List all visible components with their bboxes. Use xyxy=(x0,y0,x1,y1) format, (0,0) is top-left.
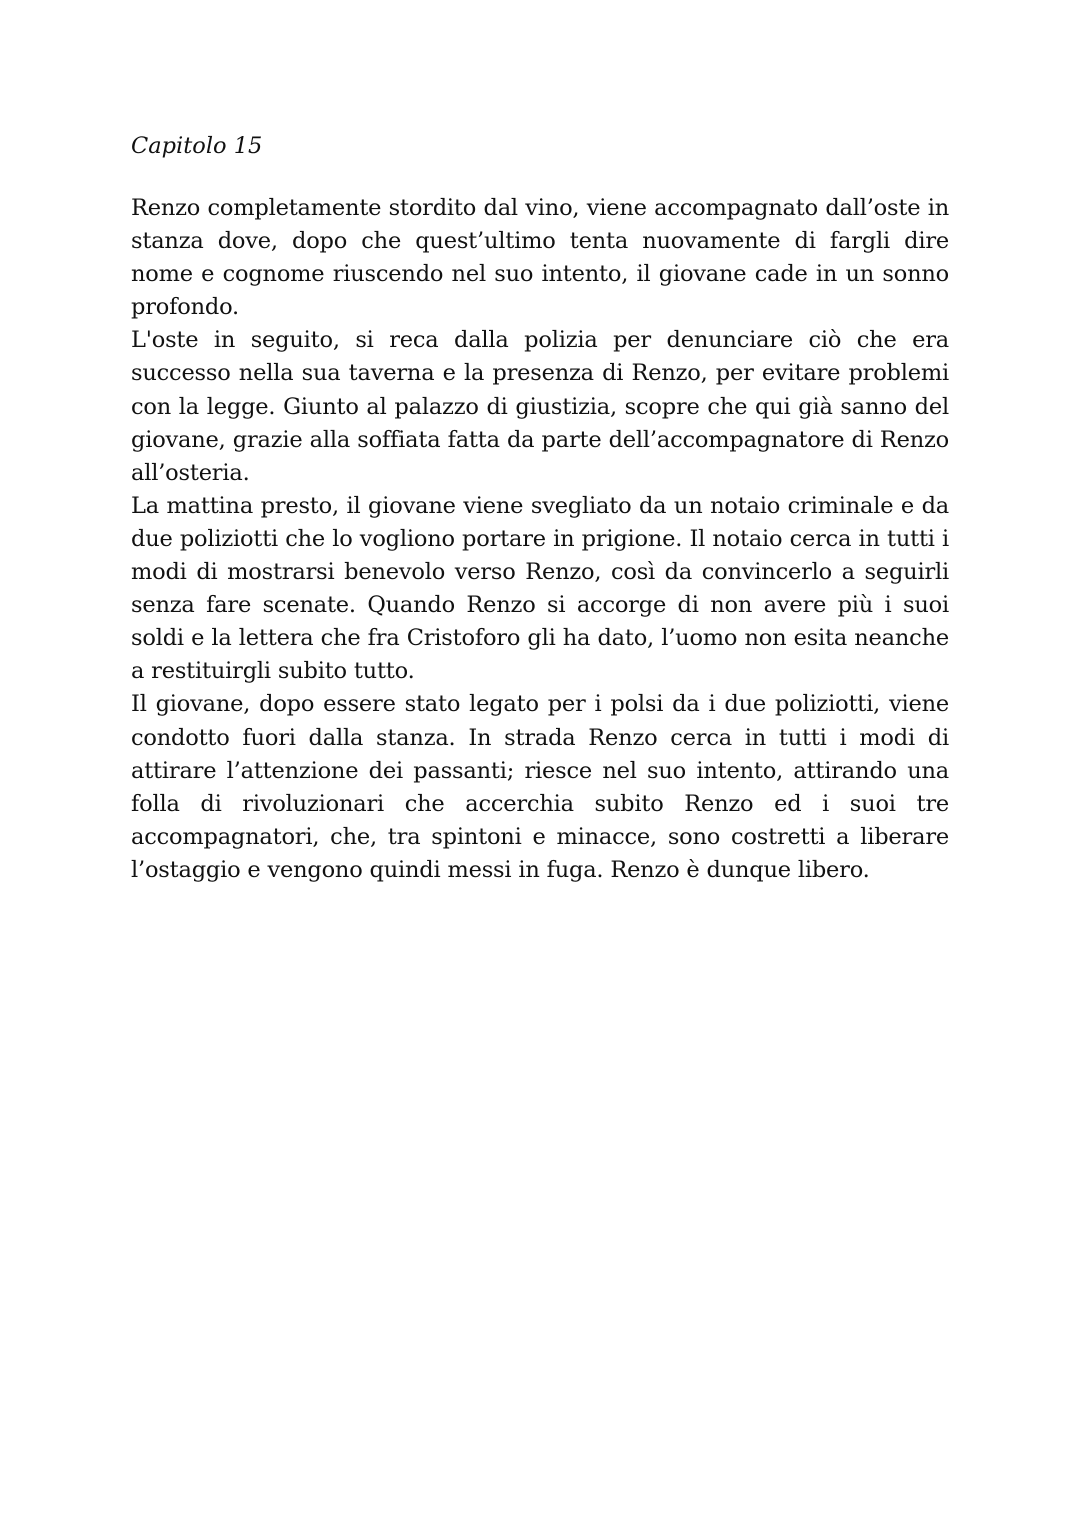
document-page xyxy=(131,126,949,887)
chapter-title: Capitolo 15 xyxy=(131,133,263,159)
paragraph-2: L'oste in seguito, si reca dalla polizia per denunciare ciò che era successo nella sua taverna e la presenza di Renzo, per evitare problemi con la legge. Giunto al palazzo di giustizia, scopre che qui già sanno del giovane, grazie alla soffiata fatta da parte dell’accompagnatore di Renzo all’osteria. xyxy=(131,327,949,486)
paragraph-3: La mattina presto, il giovane viene svegliato da un notaio criminale e da due poliziotti che lo vogliono portare in prigione. Il notaio cerca in tutti i modi di mostrarsi benevolo verso Renzo, così da convincerlo a seguirli senza fare scenate. Quando Renzo si accorge di non avere più i suoi soldi e la lettera che fra Cristoforo gli ha dato, l’uomo non esita neanche a restituirgli subito tutto. xyxy=(131,492,949,685)
paragraph-4: Il giovane, dopo essere stato legato per i polsi da i due poliziotti, viene condotto fuori dalla stanza. In strada Renzo cerca in tutti i modi di attirare l’attenzione dei passanti; riesce nel suo intento, attirando una folla di rivoluzionari che accerchia subito Renzo ed i suoi tre accompagnatori, che, tra spintoni e minacce, sono costretti a liberare l’ostaggio e vengono quindi messi in fuga. Renzo è dunque libero. xyxy=(131,691,949,883)
paragraph-1: Renzo completamente stordito dal vino, viene accompagnato dall’oste in stanza dove, dopo che quest’ultimo tenta nuovamente di fargli dire nome e cognome riuscendo nel suo intento, il giovane cade in un sonno profondo. xyxy=(131,195,949,321)
